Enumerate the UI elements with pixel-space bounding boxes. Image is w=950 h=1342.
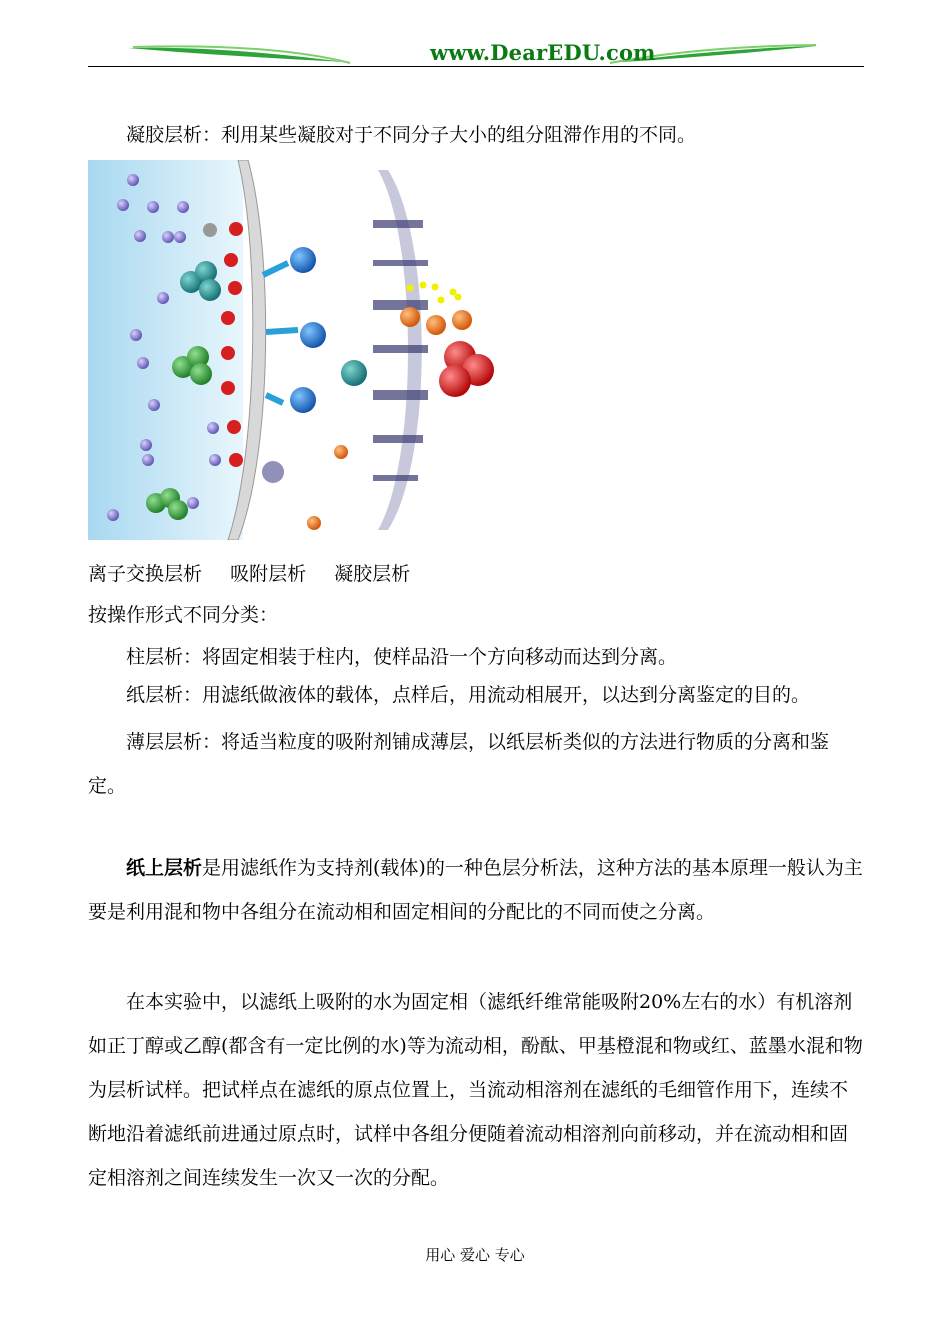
classify-heading: 按操作形式不同分类： [88, 604, 279, 626]
chromatography-illustration [88, 160, 508, 540]
column-chromatography-line: 柱层析：将固定相装于柱内，使样品沿一个方向移动而达到分离。 [126, 646, 678, 668]
caption-ion-exchange: 离子交换层析 [88, 563, 203, 585]
figure-caption [88, 560, 432, 588]
principle-paragraph [88, 846, 864, 934]
principle-term: 纸上层析 [126, 857, 203, 879]
page-header [88, 36, 864, 70]
caption-gel: 凝胶层析 [334, 563, 411, 585]
principle-text: 是用滤纸作为支持剂(载体)的一种色层分析法，这种方法的基本原理一般认为主要是利用混和物中各组分在流动相和固定相间的分配比的不同而使之分离。 [88, 857, 863, 923]
page-footer: 用心 爱心 专心 [425, 1246, 525, 1264]
gel-chromatography-line: 凝胶层析：利用某些凝胶对于不同分子大小的组分阻滞作用的不同。 [126, 124, 697, 146]
caption-adsorption: 吸附层析 [230, 563, 307, 585]
experiment-paragraph: 在本实验中，以滤纸上吸附的水为固定相（滤纸纤维常能吸附20%左右的水）有机溶剂如正丁醇或乙醇(都含有一定比例的水)等为流动相，酚酞、甲基橙混和物或红、蓝墨水混和物为层析试样。把试样点在滤纸的原点位置上，当流动相溶剂在滤纸的毛细管作用下，连续不断地沿着滤纸前进通过原点时，试样中各组分便随着流动相溶剂向前移动，并在流动相和固定相溶剂之间连续发生一次又一次的分配。 [88, 991, 863, 1189]
thin-layer-line: 薄层层析：将适当粒度的吸附剂铺成薄层，以纸层析类似的方法进行物质的分离和鉴定。 [88, 731, 830, 797]
header-rule [88, 66, 864, 67]
site-logo: www.DearEDU.com [430, 40, 656, 65]
paper-chromatography-line: 纸层析：用滤纸做液体的载体，点样后，用流动相展开，以达到分离鉴定的目的。 [126, 684, 811, 706]
